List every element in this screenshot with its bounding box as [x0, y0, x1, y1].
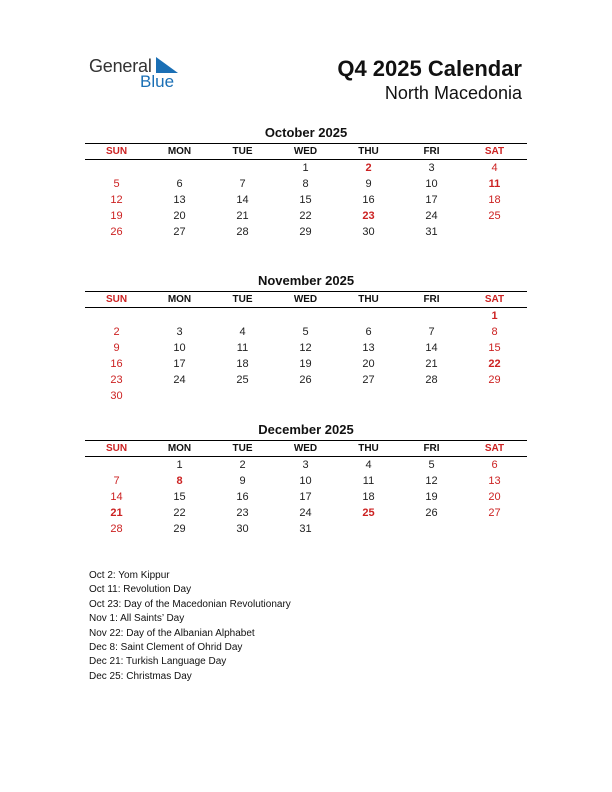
day-cell: 13 [362, 342, 375, 354]
day-cell: 10 [425, 178, 438, 190]
day-cell: 11 [236, 342, 249, 354]
week-row [85, 208, 527, 224]
day-cell: 6 [365, 326, 372, 338]
weekday-sun: SUN [105, 146, 128, 157]
day-cell: 16 [362, 194, 375, 206]
day-cell: 17 [299, 491, 312, 503]
week-row [85, 160, 527, 176]
day-cell: 8 [491, 326, 498, 338]
day-cell: 11 [362, 475, 375, 487]
day-cell: 25 [488, 210, 501, 222]
holiday-entry: Oct 2: Yom Kippur [89, 570, 170, 581]
week-row [85, 505, 527, 521]
day-cell: 6 [491, 459, 498, 471]
day-cell: 22 [299, 210, 312, 222]
day-cell: 29 [299, 226, 312, 238]
day-cell: 27 [362, 374, 375, 386]
logo-text-blue: Blue [140, 72, 175, 91]
day-cell: 23 [362, 210, 375, 222]
day-cell: 11 [488, 178, 501, 190]
day-cell: 19 [425, 491, 438, 503]
weekday-mon: MON [167, 146, 192, 157]
holiday-entry: Nov 1: All Saints’ Day [89, 613, 185, 625]
weekday-thu: THU [358, 443, 379, 454]
month-title: November 2025 [257, 273, 355, 288]
month-grid [85, 457, 527, 537]
day-cell: 25 [236, 374, 249, 386]
day-cell: 23 [236, 507, 249, 519]
day-cell: 12 [110, 194, 123, 206]
day-cell: 18 [488, 194, 501, 206]
day-cell: 5 [113, 178, 120, 190]
weekday-thu: THU [358, 146, 379, 157]
day-cell: 10 [173, 342, 186, 354]
day-cell: 10 [299, 475, 312, 487]
day-cell: 22 [488, 358, 501, 370]
day-cell: 17 [173, 358, 186, 370]
day-cell: 5 [428, 459, 435, 471]
day-cell: 28 [425, 374, 438, 386]
weekday-tue: TUE [232, 443, 253, 454]
day-cell: 12 [425, 475, 438, 487]
day-cell: 16 [236, 491, 249, 503]
month-october [85, 124, 527, 240]
day-cell: 19 [299, 358, 312, 370]
day-cell: 21 [425, 358, 438, 370]
day-cell: 21 [110, 507, 123, 519]
weekday-wed: WED [293, 146, 318, 157]
month-december [85, 421, 527, 537]
week-row [85, 308, 527, 324]
logo-text-general: General [89, 56, 152, 76]
holiday-entry: Dec 8: Saint Clement of Ohrid Day [89, 641, 243, 653]
month-grid [85, 160, 527, 240]
holiday-list [89, 569, 291, 684]
day-cell: 18 [236, 358, 249, 370]
day-cell: 6 [176, 178, 183, 190]
day-cell: 3 [428, 162, 435, 174]
day-cell: 8 [302, 178, 309, 190]
day-cell: 7 [428, 326, 435, 338]
day-cell: 27 [488, 507, 501, 519]
weekday-mon: MON [167, 294, 192, 305]
weekday-mon: MON [167, 443, 192, 454]
month-title: October 2025 [264, 125, 348, 140]
week-row [85, 457, 527, 473]
day-cell: 28 [236, 226, 249, 238]
day-cell: 2 [113, 326, 120, 338]
weekday-fri: FRI [423, 443, 440, 454]
day-cell: 29 [173, 523, 186, 535]
holiday-entry: Oct 11: Revolution Day [89, 584, 192, 596]
weekday-header [85, 291, 527, 308]
day-cell: 4 [491, 162, 498, 174]
day-cell: 30 [110, 390, 123, 402]
week-row [85, 340, 527, 356]
day-cell: 24 [425, 210, 438, 222]
day-cell: 15 [299, 194, 312, 206]
weekday-sat: SAT [484, 146, 505, 157]
month-grid [85, 308, 527, 404]
day-cell: 4 [239, 326, 246, 338]
day-cell: 17 [425, 194, 438, 206]
weekday-wed: WED [293, 294, 318, 305]
week-row [85, 176, 527, 192]
day-cell: 14 [236, 194, 249, 206]
month-november [85, 272, 527, 404]
generalblue-logo [89, 56, 199, 96]
day-cell: 19 [110, 210, 123, 222]
day-cell: 20 [173, 210, 186, 222]
day-cell: 13 [488, 475, 501, 487]
day-cell: 20 [362, 358, 375, 370]
weekday-header [85, 143, 527, 160]
weekday-sun: SUN [105, 294, 128, 305]
day-cell: 15 [488, 342, 501, 354]
day-cell: 26 [110, 226, 123, 238]
day-cell: 1 [176, 459, 183, 471]
day-cell: 18 [362, 491, 375, 503]
day-cell: 2 [365, 162, 372, 174]
weekday-thu: THU [358, 294, 379, 305]
week-row [85, 224, 527, 240]
week-row [85, 192, 527, 208]
holiday-entry: Nov 22: Day of the Albanian Alphabet [89, 627, 255, 639]
day-cell: 20 [488, 491, 501, 503]
day-cell: 30 [362, 226, 375, 238]
day-cell: 26 [299, 374, 312, 386]
day-cell: 21 [236, 210, 249, 222]
week-row [85, 388, 527, 404]
day-cell: 24 [299, 507, 312, 519]
day-cell: 15 [173, 491, 186, 503]
day-cell: 30 [236, 523, 249, 535]
holiday-entry: Dec 25: Christmas Day [89, 670, 192, 682]
logo-flag-icon [156, 57, 178, 73]
week-row [85, 356, 527, 372]
day-cell: 31 [299, 523, 312, 535]
day-cell: 16 [110, 358, 123, 370]
weekday-sun: SUN [105, 443, 128, 454]
weekday-tue: TUE [232, 294, 253, 305]
month-title: December 2025 [258, 422, 354, 437]
weekday-fri: FRI [423, 294, 440, 305]
day-cell: 22 [173, 507, 186, 519]
day-cell: 9 [365, 178, 372, 190]
day-cell: 1 [491, 310, 498, 322]
day-cell: 9 [239, 475, 246, 487]
week-row [85, 324, 527, 340]
day-cell: 27 [173, 226, 186, 238]
day-cell: 24 [173, 374, 186, 386]
weekday-fri: FRI [423, 146, 440, 157]
day-cell: 7 [239, 178, 246, 190]
weekday-sat: SAT [484, 294, 505, 305]
weekday-tue: TUE [232, 146, 253, 157]
day-cell: 3 [302, 459, 309, 471]
week-row [85, 473, 527, 489]
week-row [85, 521, 527, 537]
day-cell: 28 [110, 523, 123, 535]
day-cell: 13 [173, 194, 186, 206]
weekday-wed: WED [293, 443, 318, 454]
day-cell: 23 [110, 374, 123, 386]
day-cell: 26 [425, 507, 438, 519]
day-cell: 8 [176, 475, 183, 487]
weekday-sat: SAT [484, 443, 505, 454]
day-cell: 9 [113, 342, 120, 354]
day-cell: 29 [488, 374, 501, 386]
week-row [85, 372, 527, 388]
week-row [85, 489, 527, 505]
day-cell: 4 [365, 459, 372, 471]
day-cell: 14 [110, 491, 123, 503]
day-cell: 5 [302, 326, 309, 338]
country-subtitle: North Macedonia [384, 83, 522, 103]
day-cell: 1 [302, 162, 309, 174]
day-cell: 12 [299, 342, 312, 354]
holiday-entry: Dec 21: Turkish Language Day [89, 656, 227, 668]
day-cell: 14 [425, 342, 438, 354]
day-cell: 3 [176, 326, 183, 338]
holiday-entry: Oct 23: Day of the Macedonian Revolutionary [89, 598, 291, 610]
page-title: Q4 2025 Calendar [337, 56, 522, 81]
day-cell: 31 [425, 226, 438, 238]
day-cell: 25 [362, 507, 375, 519]
weekday-header [85, 440, 527, 457]
day-cell: 2 [239, 459, 246, 471]
day-cell: 7 [113, 475, 120, 487]
